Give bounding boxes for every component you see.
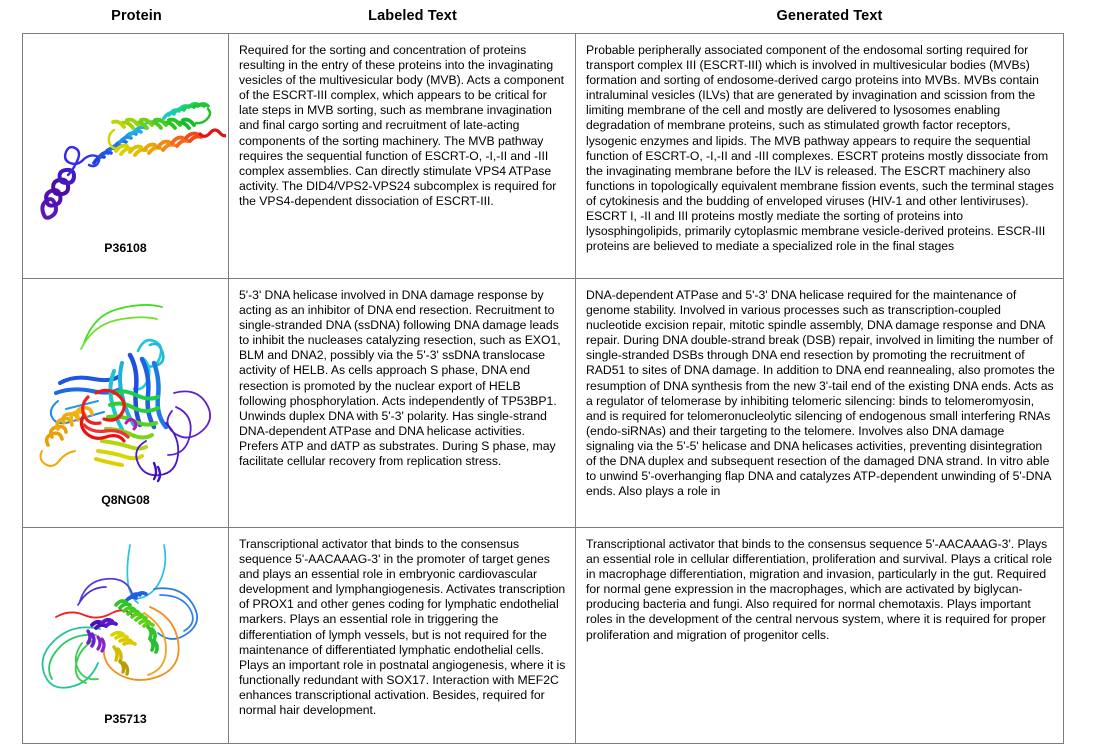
protein-id-label: P36108	[104, 241, 147, 255]
generated-text-body: Transcriptional activator that binds to the consensus sequence 5'-AACAAAG-3'. Plays an essential role in cellular differentiation, proliferation and survival. Plays a critical role in macrophage differentiation, migration and invasion, particularly in the gut. Required for normal gene expression in the macrophages, which are activated by biglycan-producing bacteria and fungi. Also required for normal chemotaxis. Plays important roles in the development of the central nervous system, where it is required for proper proliferation and migration of progenitor cells.	[586, 537, 1052, 642]
generated-text-cell	[576, 279, 1063, 527]
table-row	[23, 279, 1063, 528]
protein-id-label: P35713	[104, 712, 147, 726]
generated-text-body: DNA-dependent ATPase and 5'-3' DNA helicase required for the maintenance of genome stability. Involved in various processes such as transcription-coupled nucleotide excision repair, mitotic spindle assembly, DNA damage response and DNA repair. During DNA double-strand break (DSB) repair, involved in limiting the number of single-stranded DSBs through DNA end resection by promoting the recruitment of RAD51 to sites of DNA damage. In addition to DNA end reannealing, also promotes the resumption of DNA synthesis from the new 3'-tail end of the existing DNA ends. Acts as a regulator of telomerase by inhibiting telomeric silencing: binds to telomeromyosin, and is required for telomeronucleolytic silencing of endogenous small interfering RNAs (endo-siRNAs) and their targeting to the telomere. Involves also DNA damage signaling via the 5'-5' helicase and DNA helicases activities, preventing disintegration of the DNA duplex and subsequent resection of the damaged DNA strand. In vitro able to unwind 5'-overhanging flap DNA and catalyzes ATP-dependent unwinding of 5'-DNA ends. Also plays a role in	[586, 288, 1055, 499]
protein-ribbon-rainbow-icon	[26, 297, 226, 492]
column-header-labeled-text: Labeled Text	[368, 8, 457, 24]
protein-structure-cell	[23, 279, 229, 527]
protein-structure-cell	[23, 528, 229, 743]
table-row	[23, 34, 1063, 279]
labeled-text-cell	[229, 34, 576, 278]
protein-id-label: Q8NG08	[101, 493, 150, 507]
table-column-headers	[34, 0, 1074, 24]
labeled-text-body: Transcriptional activator that binds to the consensus sequence 5'-AACAAAG-3' in the promoter of target genes and plays an essential role in embryonic cardiovascular development and lymphangiogenesis. Activates transcription of PROX1 and other genes coding for lymphatic endothelial markers. Plays an essential role in triggering the differentiation of lymph vessels, but is not required for the maintenance of differentiated lymphatic endothelial cells. Plays an important role in postnatal angiogenesis, where it is functionally redundant with SOX17. Interaction with MEF2C enhances transcriptional activation. Besides, required for normal hair development.	[239, 537, 566, 718]
column-header-generated-text: Generated Text	[776, 8, 883, 24]
generated-text-cell	[576, 528, 1063, 743]
labeled-text-body: Required for the sorting and concentration of proteins resulting in the entry of these proteins into the invaginating vesicles of the multivesicular body (MVB). Acts a component of the ESCRT-III complex, which appears to be critical for late steps in MVB sorting, such as membrane invagination and final cargo sorting and recruitment of late-acting components of the sorting machinery. The MVB pathway requires the sequential function of ESCRT-O, -I,-II and -III complex assemblies. Can directly stimulate VPS4 ATPase activity. The DID4/VPS2-VPS24 subcomplex is required for the VPS4-dependent dissociation of ESCRT-III.	[239, 43, 565, 208]
generated-text-cell	[576, 34, 1063, 278]
protein-ribbon-rainbow-icon	[26, 55, 226, 240]
column-header-protein: Protein	[111, 8, 162, 24]
protein-comparison-table	[22, 33, 1064, 744]
protein-ribbon-rainbow-icon	[26, 543, 226, 711]
protein-structure-cell	[23, 34, 229, 278]
labeled-text-cell	[229, 279, 576, 527]
table-row	[23, 528, 1063, 743]
labeled-text-cell	[229, 528, 576, 743]
labeled-text-body: 5'-3' DNA helicase involved in DNA damage response by acting as an inhibitor of DNA end resection. Recruitment to single-stranded DNA (ssDNA) following DNA damage leads to inhibit the nucleases catalyzing resection, such as EXO1, BLM and DNA2, possibly via the 5'-3' ssDNA translocase activity of HELB. As cells approach S phase, DNA end resection is promoted by the nuclear export of HELB following phosphorylation. Acts independently of TP53BP1. Unwinds duplex DNA with 5'-3' polarity. Has single-strand DNA-dependent ATPase and DNA helicase activities. Prefers ATP and dATP as substrates. During S phase, may facilitate cellular recovery from replication stress.	[239, 288, 561, 469]
generated-text-body: Probable peripherally associated component of the endosomal sorting required for transport complex III (ESCRT-III) which is involved in multivesicular bodies (MVBs) formation and sorting of endosome-derived cargo proteins into MVBs. MVBs contain intraluminal vesicles (ILVs) that are generated by invagination and scission from the limiting membrane of the cell and mostly are delivered to lysosomes enabling degradation of membrane proteins, such as stimulated growth factor receptors, lysogenic enzymes and lipids. The MVB pathway appears to require the sequential function of ESCRT-O, -I,-II and -III complexes. ESCRT proteins mostly dissociate from the invaginating membrane before the ILV is released. The ESCRT machinery also functions in topologically equivalent membrane fission events, such the terminal stages of cytokinesis and the budding of enveloped viruses (HIV-1 and other lentiviruses). ESCRT I, -II and III proteins mostly mediate the sorting of proteins into lysosphingolipids, primarily cytoplasmic membrane vesicle-derived proteins. ESCR-III proteins are believed to mediate a specialized role in the final stages	[586, 43, 1054, 254]
